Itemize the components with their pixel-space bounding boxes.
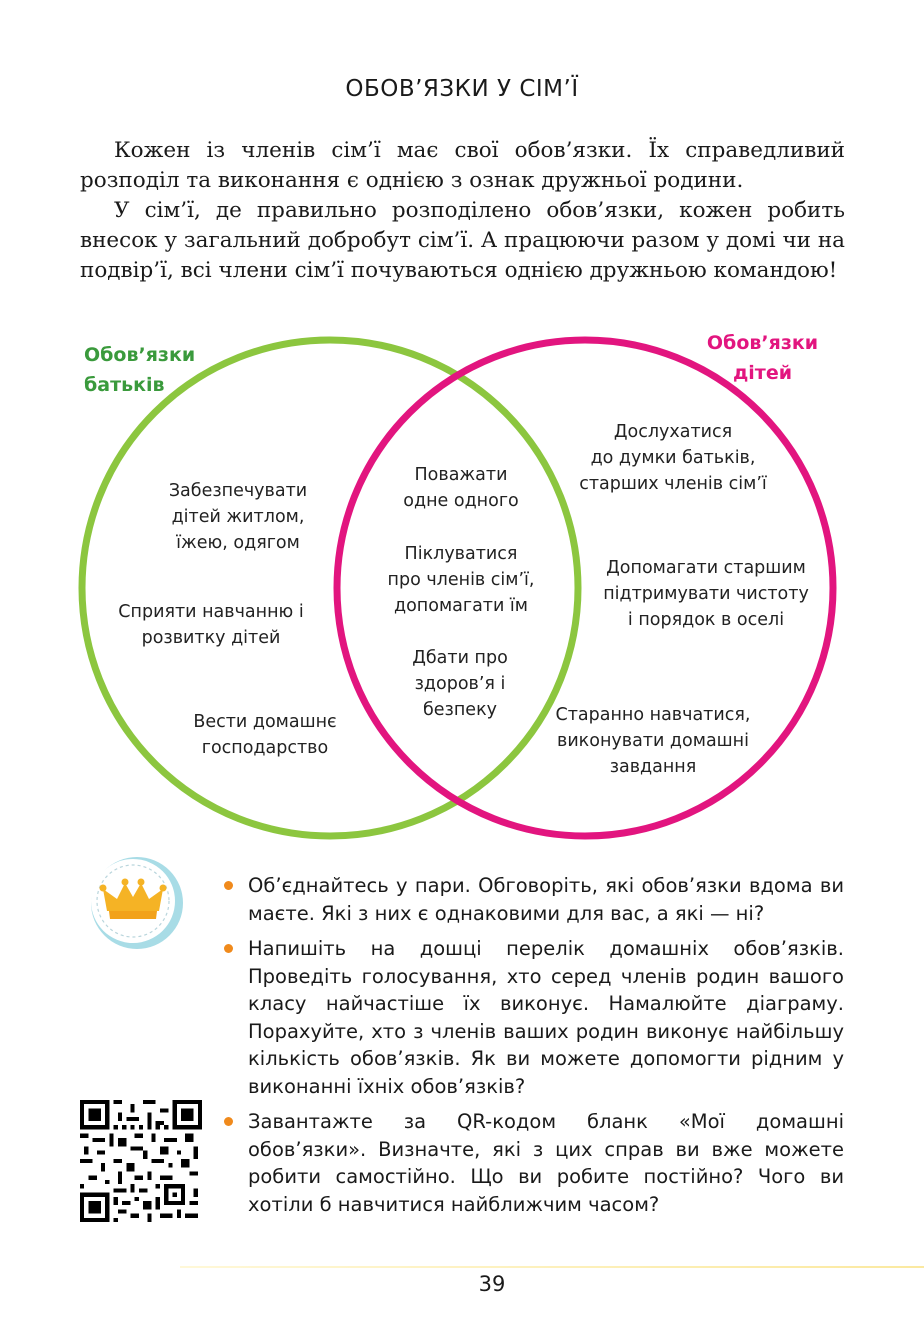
bullet-icon [224, 1117, 233, 1126]
item-line: Поважати [414, 465, 508, 485]
item-line: старших членів сім’ї [579, 474, 767, 494]
task-text: Об’єднайтесь у пари. Обговоріть, які обов’язки вдома ви маєте. Які з них є однаковими для вас, а які — ні? [248, 874, 844, 925]
page-number: 39 [478, 1272, 506, 1296]
task-text: Напишіть на дошці перелік домашніх обов’язків. Проведіть голосування, хто серед членів родин вашого класу найчастіше їх виконує. Намалюйте діаграму. Порахуйте, хто з членів ваших родин виконує найбільшу кількість обов’язків. Як ви можете допомогти рідним у виконанні їхніх обов’язків? [248, 937, 844, 1098]
task-text: Завантажте за QR-кодом бланк «Мої домашні обов’язки». Визначте, які з цих справ ви вже можете робити самостійно. Що ви робите постійно? Чого ви хотіли б навчитися найближчим часом? [248, 1110, 844, 1216]
item-line: Старанно навчатися, [555, 705, 751, 725]
qr-code-icon[interactable] [80, 1100, 202, 1222]
caption-line: дітей [732, 362, 793, 384]
bullet-icon [224, 881, 233, 890]
caption-line: Обов’язки [84, 344, 196, 366]
item-line: розвитку дітей [141, 628, 281, 648]
item-line: безпеку [423, 700, 497, 720]
parents-item-education [100, 599, 322, 651]
item-line: Дослухатися [613, 422, 733, 442]
list-item [222, 1108, 844, 1218]
list-item [222, 935, 844, 1100]
item-line: виконувати домашні [557, 731, 749, 751]
item-line: їжею, одягом [176, 533, 300, 553]
children-duties-caption [690, 328, 835, 388]
item-line: Сприяти навчанню і [118, 602, 304, 622]
shared-item-care [370, 541, 552, 619]
children-item-study [540, 702, 766, 780]
item-line: допомагати їм [394, 596, 528, 616]
children-item-help [590, 555, 822, 633]
parents-item-household [170, 709, 360, 761]
bullet-icon [224, 944, 233, 953]
children-item-listen [562, 419, 784, 497]
caption-line: Обов’язки [706, 332, 819, 354]
item-line: Допомагати старшим [606, 558, 806, 578]
parents-duties-caption [84, 340, 195, 400]
footer-divider [180, 1266, 924, 1268]
item-line: господарство [201, 738, 329, 758]
page-title: ОБОВ’ЯЗКИ У СІМ’Ї [345, 76, 579, 102]
item-line: одне одного [403, 491, 519, 511]
intro-paragraph-2: У сім’ї, де правильно розподілено обов’язки, кожен робить внесок у загальний добробут сім’ї. А працюючи разом у домі чи на подвір’ї, всі члени сім’ї почуваються однією дружньою командою! [80, 198, 845, 283]
caption-line: батьків [84, 374, 165, 396]
shared-item-health [382, 645, 538, 723]
item-line: Забезпечувати [168, 481, 308, 501]
item-line: Дбати про [412, 648, 508, 668]
intro-paragraph-1: Кожен із членів сім’ї має свої обов’язки. Їх справедливий розподіл та виконання є однією з ознак дружньої родини. [80, 138, 845, 193]
item-line: завдання [609, 757, 697, 777]
item-line: підтримувати чистоту [603, 584, 809, 604]
item-line: Піклуватися [404, 544, 518, 564]
crown-icon [87, 855, 183, 951]
item-line: здоров’я і [414, 674, 506, 694]
item-line: до думки батьків, [590, 448, 756, 468]
item-line: Вести домашнє [193, 712, 337, 732]
list-item [222, 872, 844, 927]
item-line: про членів сім’ї, [387, 570, 535, 590]
item-line: дітей житлом, [171, 507, 305, 527]
parents-item-housing [148, 478, 328, 556]
shared-item-respect [376, 462, 546, 514]
task-list [222, 872, 844, 1226]
item-line: і порядок в оселі [627, 610, 785, 630]
